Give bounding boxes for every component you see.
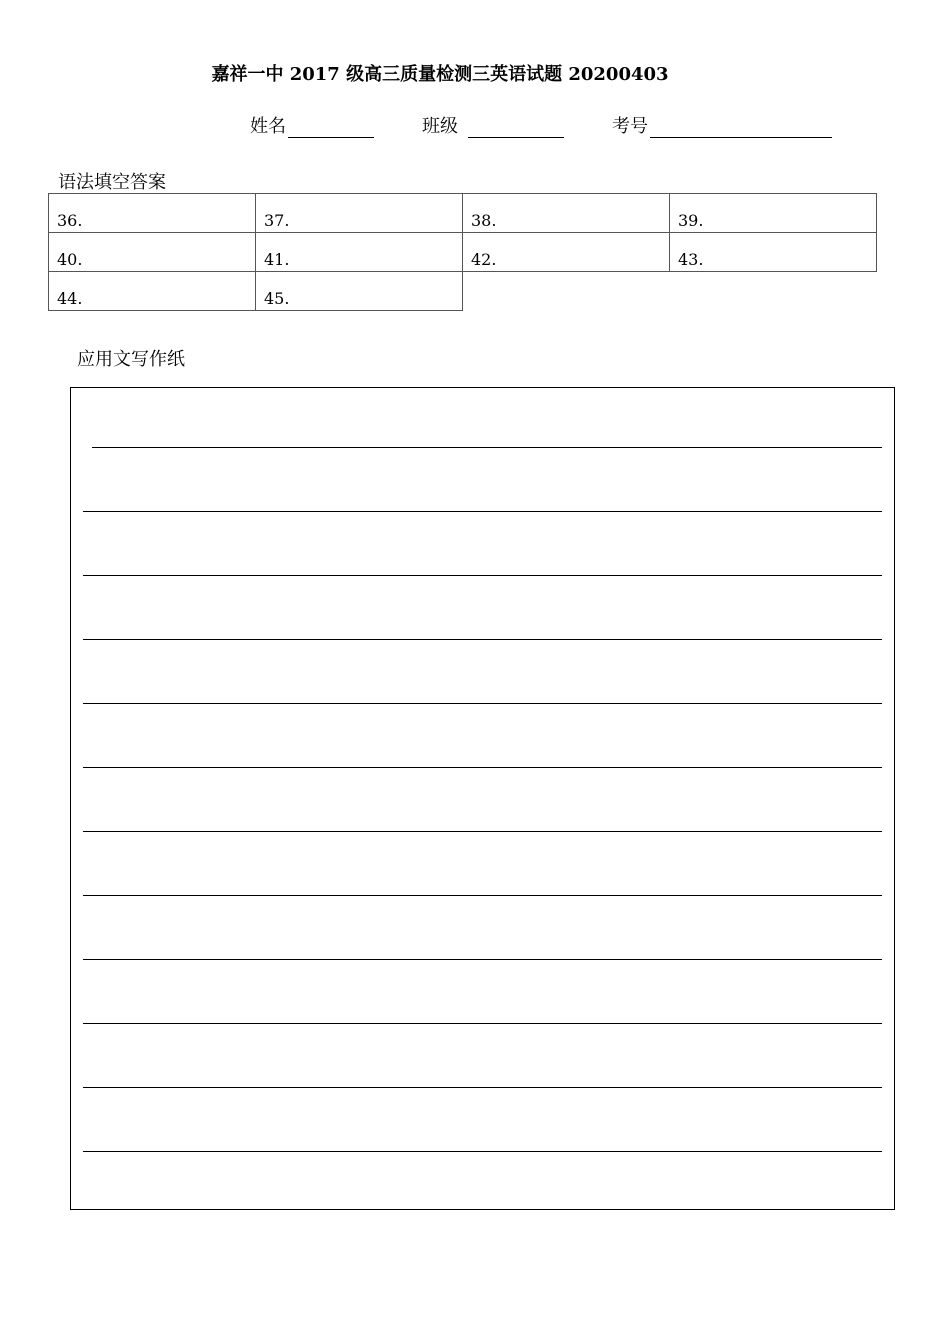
table-row xyxy=(49,233,877,272)
writing-line xyxy=(83,767,882,768)
writing-line xyxy=(83,1087,882,1088)
writing-line xyxy=(83,639,882,640)
name-blank[interactable] xyxy=(288,117,374,138)
writing-line xyxy=(83,511,882,512)
exam-number-field[interactable] xyxy=(612,112,832,138)
answer-cell[interactable]: 43. xyxy=(670,233,877,272)
table-row xyxy=(49,194,877,233)
writing-line xyxy=(83,575,882,576)
writing-line xyxy=(83,959,882,960)
name-label: 姓名 xyxy=(250,116,286,137)
answer-cell[interactable]: 44. xyxy=(49,272,256,311)
empty-cell xyxy=(670,272,877,311)
answer-cell[interactable]: 37. xyxy=(256,194,463,233)
exam-number-blank[interactable] xyxy=(650,117,832,138)
answer-cell[interactable]: 36. xyxy=(49,194,256,233)
class-field[interactable] xyxy=(422,112,564,138)
writing-line xyxy=(83,895,882,896)
answer-cell[interactable]: 38. xyxy=(463,194,670,233)
grammar-answer-table xyxy=(48,193,877,311)
writing-area[interactable] xyxy=(70,387,895,1210)
class-label: 班级 xyxy=(422,116,458,137)
answer-cell[interactable]: 40. xyxy=(49,233,256,272)
class-blank[interactable] xyxy=(468,117,564,138)
answer-cell[interactable]: 39. xyxy=(670,194,877,233)
writing-line xyxy=(83,831,882,832)
table-row xyxy=(49,272,877,311)
answer-cell[interactable]: 45. xyxy=(256,272,463,311)
writing-line xyxy=(83,1151,882,1152)
answer-cell[interactable]: 41. xyxy=(256,233,463,272)
writing-line xyxy=(83,703,882,704)
writing-line xyxy=(83,1023,882,1024)
student-info-row xyxy=(250,112,832,138)
page-title: 嘉祥一中 2017 级高三质量检测三英语试题 20200403 xyxy=(211,64,669,85)
answer-cell[interactable]: 42. xyxy=(463,233,670,272)
writing-section-label: 应用文写作纸 xyxy=(77,349,185,370)
empty-cell xyxy=(463,272,670,311)
grammar-section-label: 语法填空答案 xyxy=(58,172,166,193)
name-field[interactable] xyxy=(250,112,374,138)
writing-line xyxy=(92,447,882,448)
exam-number-label: 考号 xyxy=(612,116,648,137)
